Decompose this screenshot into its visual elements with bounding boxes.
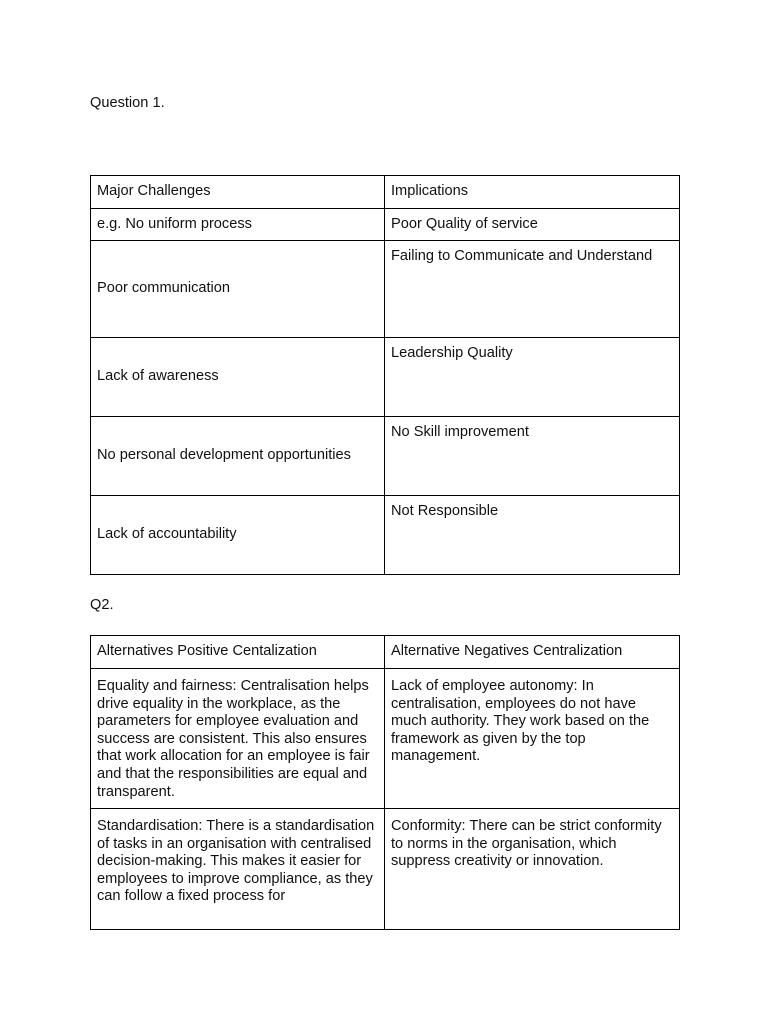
table-header-row [91,176,680,209]
challenge-cell: Poor communication [91,241,385,338]
implication-cell: Not Responsible [385,496,680,575]
challenge-cell: Lack of awareness [91,338,385,417]
table-row [91,338,680,417]
column-header-negatives: Alternative Negatives Centralization [385,636,680,669]
table-row [91,496,680,575]
table-row [91,417,680,496]
negative-cell: Conformity: There can be strict conformity to norms in the organisation, which suppress creativity or innovation. [385,809,680,930]
table-row [91,809,680,930]
question-1-heading: Question 1. [90,95,165,111]
negative-cell: Lack of employee autonomy: In centralisation, employees do not have much authority. They work based on the framework as given by the top management. [385,669,680,809]
table-row [91,241,680,338]
implication-cell: Leadership Quality [385,338,680,417]
table-row [91,669,680,809]
positive-cell: Standardisation: There is a standardisation of tasks in an organisation with centralised decision-making. This makes it easier for employees to improve compliance, as they can follow a fixed process for [91,809,385,930]
implication-cell: Poor Quality of service [385,209,680,241]
column-header-implications: Implications [385,176,680,209]
question-2-heading: Q2. [90,597,114,613]
positive-cell: Equality and fairness: Centralisation helps drive equality in the workplace, as the parameters for employee evaluation and success are consistent. This also ensures that work allocation for an employee is fair and that the responsibilities are equal and transparent. [91,669,385,809]
centralization-table [90,635,680,930]
challenge-cell: Lack of accountability [91,496,385,575]
table-header-row [91,636,680,669]
challenges-table [90,175,680,575]
column-header-positives: Alternatives Positive Centalization [91,636,385,669]
challenge-cell: No personal development opportunities [91,417,385,496]
challenge-cell: e.g. No uniform process [91,209,385,241]
implication-cell: No Skill improvement [385,417,680,496]
table-row [91,209,680,241]
implication-cell: Failing to Communicate and Understand [385,241,680,338]
column-header-major-challenges: Major Challenges [91,176,385,209]
